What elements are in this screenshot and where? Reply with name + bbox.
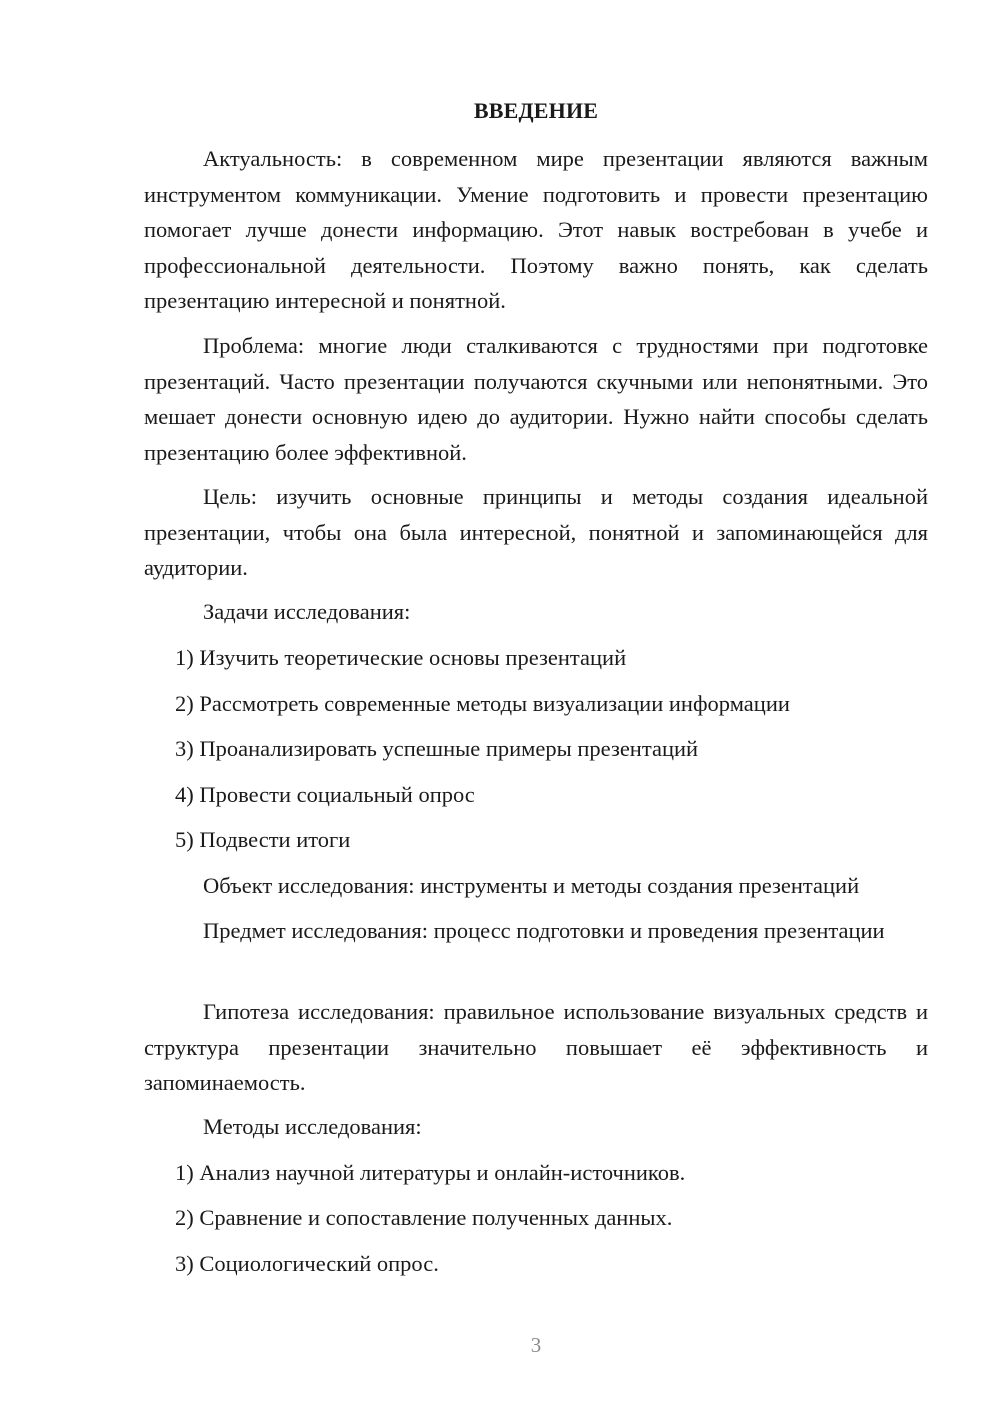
task-item-3: 3) Проанализировать успешные примеры презентаций: [175, 736, 699, 761]
page-title: ВВЕДЕНИЕ: [473, 98, 599, 123]
relevance-paragraph: Актуальность: в современном мире презентации являются важным инструментом коммуникации. Умение подготовить и провести презентацию помогает лучше донести информацию. Этот навык востребован в учебе и профессиональной деятельности. Поэтому важно понять, как сделать презентацию интересной и понятной.: [144, 146, 928, 313]
hypothesis-paragraph: Гипотеза исследования: правильное использование визуальных средств и структура презентации значительно повышает её эффективность и запоминаемость.: [144, 999, 928, 1095]
methods-heading: Методы исследования:: [203, 1114, 422, 1139]
task-item-4: 4) Провести социальный опрос: [175, 782, 475, 807]
problem-paragraph: Проблема: многие люди сталкиваются с трудностями при подготовке презентаций. Часто презентации получаются скучными или непонятными. Это мешает донести основную идею до аудитории. Нужно найти способы сделать презентацию более эффективной.: [144, 333, 928, 465]
object-paragraph: Объект исследования: инструменты и методы создания презентаций: [203, 873, 860, 898]
method-item-1: 1) Анализ научной литературы и онлайн-источников.: [175, 1160, 686, 1185]
task-item-1: 1) Изучить теоретические основы презентаций: [175, 645, 627, 670]
task-item-5: 5) Подвести итоги: [175, 827, 351, 852]
method-item-2: 2) Сравнение и сопоставление полученных данных.: [175, 1205, 673, 1230]
subject-paragraph: Предмет исследования: процесс подготовки и проведения презентации: [203, 918, 885, 943]
page-number: 3: [530, 1333, 542, 1357]
task-item-2: 2) Рассмотреть современные методы визуализации информации: [175, 691, 790, 716]
goal-paragraph: Цель: изучить основные принципы и методы создания идеальной презентации, чтобы она была интересной, понятной и запоминающейся для аудитории.: [144, 484, 928, 580]
tasks-heading: Задачи исследования:: [203, 599, 411, 624]
method-item-3: 3) Социологический опрос.: [175, 1251, 439, 1276]
